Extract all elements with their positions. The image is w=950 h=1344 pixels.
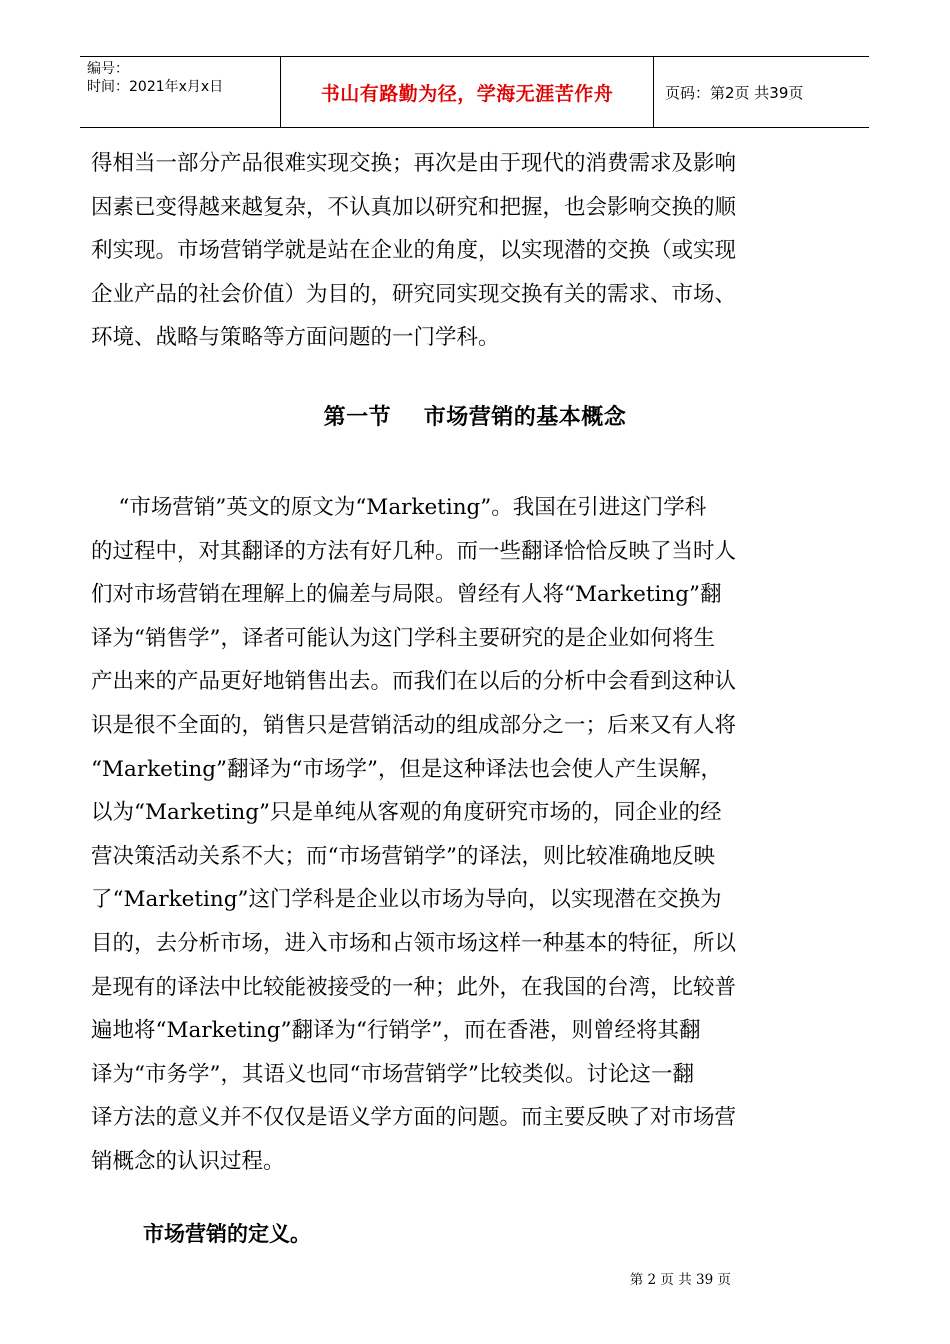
paragraph-intro — [91, 142, 866, 360]
text-line: 目的，去分析市场，进入市场和占领市场这样一种基本的特征，所以 — [91, 930, 737, 956]
text-line: 识是很不全面的，销售只是营销活动的组成部分之一；后来又有人将 — [91, 712, 737, 738]
text-line: 利实现。市场营销学就是站在企业的角度，以实现潜的交换（或实现 — [91, 238, 737, 264]
text-line: 了“Marketing”这门学科是企业以市场为导向，以实现潜在交换为 — [91, 887, 722, 913]
text-line: “Marketing”翻译为“市场学”，但是这种译法也会使人产生误解， — [91, 756, 722, 782]
text-line: 们对市场营销在理解上的偏差与局限。曾经有人将“Marketing”翻 — [91, 582, 722, 608]
text-line: 遍地将“Marketing”翻译为“行销学”，而在香港，则曾经将其翻 — [91, 1018, 701, 1044]
text-line: 的过程中，对其翻译的方法有好几种。而一些翻译恰恰反映了当时人 — [91, 538, 737, 564]
text-line: 销概念的认识过程。 — [91, 1148, 285, 1174]
header-meta-cell — [80, 57, 281, 127]
text-line: 译方法的意义并不仅仅是语义学方面的问题。而主要反映了对市场营 — [91, 1105, 737, 1131]
text-line: “市场营销”英文的原文为“Marketing”。我国在引进这门学科 — [91, 495, 707, 520]
header-table — [80, 56, 869, 128]
text-line: 是现有的译法中比较能被接受的一种；此外，在我国的台湾，比较普 — [91, 974, 737, 1000]
page-footer: 第 2 页 共 39 页 — [629, 1272, 731, 1288]
text-line: 营决策活动关系不大；而“市场营销学”的译法，则比较准确地反映 — [91, 843, 715, 869]
paragraph-marketing-translation — [91, 486, 866, 1184]
text-line: 因素已变得越来越复杂，不认真加以研究和把握，也会影响交换的顺 — [91, 194, 737, 220]
text-line: 环境、战略与策略等方面问题的一门学科。 — [91, 325, 500, 351]
number-label: 编号： — [87, 61, 129, 77]
section-title: 第一节 市场营销的基本概念 — [323, 405, 627, 430]
text-line: 产出来的产品更好地销售出去。而我们在以后的分析中会看到这种认 — [91, 669, 737, 695]
text-line: 以为“Marketing”只是单纯从客观的角度研究市场的，同企业的经 — [91, 800, 722, 826]
text-line: 译为“市务学”，其语义也同“市场营销学”比较类似。讨论这一翻 — [91, 1061, 694, 1087]
text-line: 译为“销售学”，译者可能认为这门学科主要研究的是企业如何将生 — [91, 625, 715, 651]
subheading-definition: 市场营销的定义。 — [143, 1222, 311, 1246]
header-page-info: 页码：第2页 共39页 — [665, 83, 804, 102]
date-label: 时间：2021年x月x日 — [87, 79, 224, 95]
text-line: 企业产品的社会价值）为目的，研究同实现交换有关的需求、市场、 — [91, 281, 737, 307]
text-line: 得相当一部分产品很难实现交换；再次是由于现代的消费需求及影响 — [91, 151, 737, 176]
header-motto: 书山有路勤为径，学海无涯苦作舟 — [281, 57, 654, 127]
